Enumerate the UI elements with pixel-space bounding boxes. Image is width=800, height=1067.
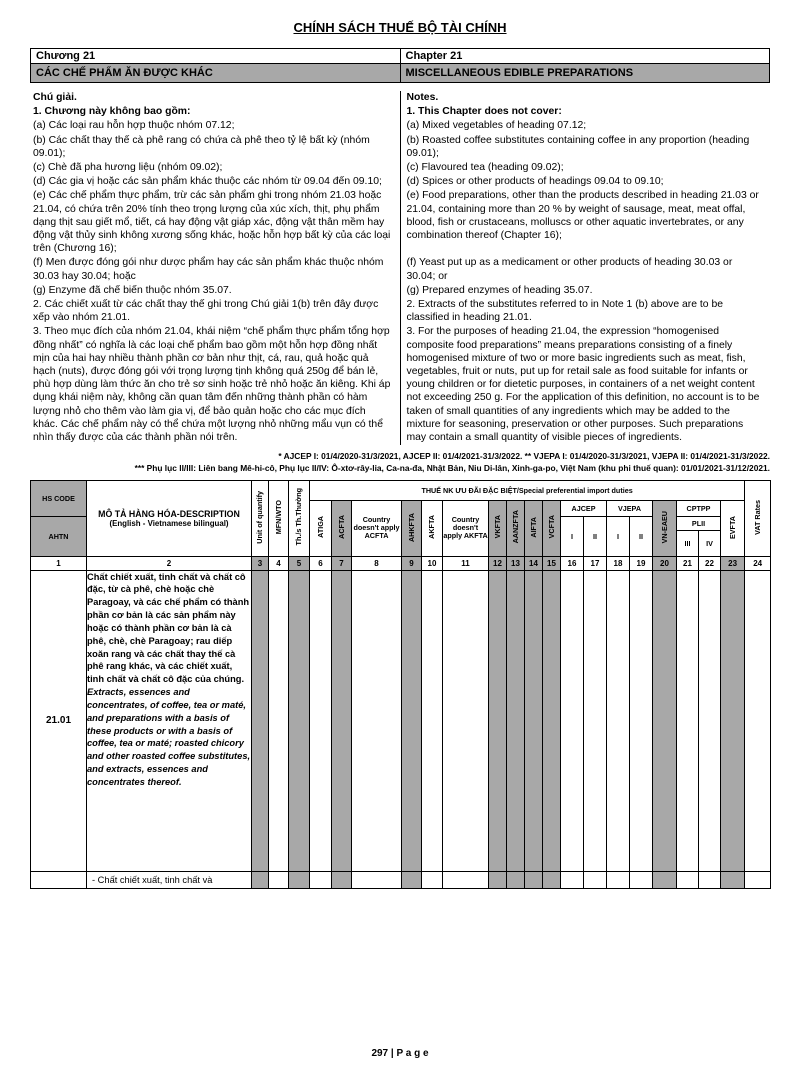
col-header-ahtn: AHTN — [31, 516, 87, 556]
vcfta-label: VCFTA — [546, 515, 556, 539]
col-number-11: 11 — [443, 556, 489, 570]
col-header-aanzfta — [507, 500, 525, 556]
tariff-cell-cptpp-3 — [677, 570, 699, 871]
footnote-ajcep-vjepa: * AJCEP I: 01/4/2020-31/3/2021, AJCEP II: 01/4/2021-31/3/2022. ** VJEPA I: 01/4/2020-31/3/2021, VJEPA II: 01/4/2021-31/3/2022. — [278, 451, 770, 462]
col-header-ordinary-rate — [289, 480, 310, 556]
col-header-vjepa: VJEPA — [607, 500, 653, 516]
tariff-cell-vn-eaeu — [653, 570, 677, 871]
col-number-18: 18 — [607, 556, 630, 570]
vn-eaeu-label: VN-EAEU — [659, 510, 669, 544]
tariff-cell-ajcep-2 — [584, 871, 607, 888]
footnotes — [30, 450, 770, 474]
note-1-intro-en: 1. This Chapter does not cover: — [406, 106, 562, 118]
col-header-vat-rates — [745, 480, 771, 556]
description-header-subtitle: (English - Vietnamese bilingual) — [109, 518, 229, 528]
tariff-cell-vat — [745, 871, 771, 888]
tariff-cell-vcfta — [543, 871, 561, 888]
page-title: CHÍNH SÁCH THUẾ BỘ TÀI CHÍNH — [293, 20, 507, 35]
col-header-vn-eaeu — [653, 500, 677, 556]
col-header-description — [87, 480, 252, 556]
note-1g-vi: (g) Enzyme đã chế biến thuộc nhóm 35.07. — [30, 284, 400, 298]
page-number-label: | P a g e — [390, 1048, 429, 1059]
note-row — [30, 284, 770, 298]
col-header-ajcep-period-1: I — [561, 516, 584, 556]
chapter-header-table — [30, 48, 770, 83]
note-1e-vi: (e) Các chế phẩm thực phẩm, trừ các sản phẩm ghi trong nhóm 21.03 hoặc 21.04, có chứa trên 20% tính theo trọng lượng của xúc xích, thịt, phụ phẩm dạng thịt sau giết mổ, tiết, cá hay động vật giáp xác, động vật thân mềm hay động vật thủy sinh không xương sống khác, hoặc hỗn hợp bất kỳ của các loại trên (Chương 16); — [30, 189, 400, 256]
col-number-5: 5 — [289, 556, 310, 570]
tariff-cell-atiga — [310, 871, 332, 888]
mfn-label: MFN/WTO — [273, 500, 283, 535]
note-row — [30, 119, 770, 133]
tariff-cell-evfta — [721, 570, 745, 871]
col-number-9: 9 — [402, 556, 422, 570]
chapter-number-en: Chapter 21 — [400, 49, 770, 64]
note-1d-vi: (d) Các gia vị hoặc các sản phẩm khác thuộc các nhóm từ 09.04 đến 09.10; — [30, 175, 400, 189]
note-1-intro-vi: 1. Chương này không bao gồm: — [30, 105, 400, 119]
tariff-cell-unit — [252, 570, 269, 871]
note-2-en: 2. Extracts of the substitutes referred to in Note 1 (b) above are to be classified in heading 21.01. — [406, 299, 724, 324]
note-1f-vi: (f) Men được đóng gói như dược phẩm hay các sản phẩm khác thuộc nhóm 30.03 hay 30.04; hoặc — [30, 256, 400, 283]
col-header-unit — [252, 480, 269, 556]
col-header-evfta — [721, 500, 745, 556]
col-header-akfta — [422, 500, 443, 556]
chapter-number-row — [31, 49, 770, 64]
tariff-cell-ahkfta — [402, 871, 422, 888]
note-1d-en: (d) Spices or other products of headings 09.04 to 09.10; — [406, 176, 664, 188]
col-header-vjepa-period-2: II — [630, 516, 653, 556]
col-number-7: 7 — [332, 556, 352, 570]
tariff-cell-aifta — [525, 570, 543, 871]
col-header-vjepa-period-1: I — [607, 516, 630, 556]
note-1c-vi: (c) Chè đã pha hương liệu (nhóm 09.02); — [30, 161, 400, 175]
tariff-header-row-1 — [31, 480, 771, 500]
tariff-cell-mfn — [269, 570, 289, 871]
tariff-cell-vcfta — [543, 570, 561, 871]
tariff-cell-vkfta — [489, 570, 507, 871]
tariff-cell-cptpp-3 — [677, 871, 699, 888]
atiga-label: ATIGA — [315, 516, 325, 539]
tariff-cell-ordinary — [289, 570, 310, 871]
col-header-vkfta — [489, 500, 507, 556]
note-2-vi: 2. Các chiết xuất từ các chất thay thế ghi trong Chú giải 1(b) trên đây được xếp vào nhóm 21.01. — [30, 298, 400, 325]
tariff-cell-vat — [745, 570, 771, 871]
col-header-vcfta — [543, 500, 561, 556]
tariff-cell-acfta — [332, 871, 352, 888]
tariff-cell-atiga — [310, 570, 332, 871]
description-cell — [87, 570, 252, 871]
tariff-cell-acfta-excluded — [352, 570, 402, 871]
description-header-title: MÔ TẢ HÀNG HÓA-DESCRIPTION — [98, 508, 240, 519]
col-header-atiga — [310, 500, 332, 556]
tariff-cell-vjepa-1 — [607, 871, 630, 888]
tariff-cell-aifta — [525, 871, 543, 888]
description-cell: - Chất chiết xuất, tinh chất và — [87, 871, 252, 888]
tariff-cell-vkfta — [489, 871, 507, 888]
col-number-6: 6 — [310, 556, 332, 570]
note-3-en: 3. For the purposes of heading 21.04, the expression “homogenised composite food preparations” means preparations consisting of a finely homogenised mixture of two or more basic ingredients such as meat, fish, vegetables, fruit or nuts, put up for retail sale as food suitable for infants or young children or for dietetic purposes, in containers of a net weight content not exceeding 250 g. For the application of this definition, no account is to be taken of small quantities of any ingredients which may be added to the mixture for seasoning, preservation or other purposes. Such preparations may contain a small quantity of visible pieces of ingredients. — [406, 326, 760, 444]
note-1g-en: (g) Prepared enzymes of heading 35.07. — [406, 284, 593, 296]
col-group-special-preferential: THUẾ NK ƯU ĐÃI ĐẶC BIỆT/Special preferential import duties — [310, 480, 745, 500]
hs-code-cell: 21.01 — [31, 570, 87, 871]
note-row — [30, 298, 770, 325]
col-number-19: 19 — [630, 556, 653, 570]
tariff-cell-ordinary — [289, 871, 310, 888]
col-number-23: 23 — [721, 556, 745, 570]
note-row — [30, 91, 770, 105]
col-number-14: 14 — [525, 556, 543, 570]
col-header-cptpp-plii: PLII — [677, 516, 721, 530]
evfta-label: EVFTA — [727, 515, 737, 539]
chapter-number-vi: Chương 21 — [31, 49, 401, 64]
tariff-row-2101 — [31, 570, 771, 871]
tariff-cell-vjepa-1 — [607, 570, 630, 871]
col-header-aifta — [525, 500, 543, 556]
note-1e-en: (e) Food preparations, other than the products described in heading 21.03 or 21.04, containing more than 20 % by weight of sausage, meat, meat offal, blood, fish or crustaceans, molluscs or other aquatic invertebrates, or any combination thereof (Chapter 16); — [406, 190, 759, 242]
col-number-16: 16 — [561, 556, 584, 570]
hs-code-cell — [31, 871, 87, 888]
description-vi: Chất chiết xuất, tinh chất và chất cô đặc, từ cà phê, chè hoặc chè Paragoay, và các chế phẩm có thành phần cơ bản là các sản phẩm này hoặc có thành phần cơ bản là cà phê, chè, chè Paragoay; rau diếp xoăn rang và các chất thay thế cà phê rang khác, và các chiết xuất, tinh chất và chất cô đặc của chúng. — [87, 571, 250, 685]
tariff-cell-ajcep-1 — [561, 871, 584, 888]
note-1c-en: (c) Flavoured tea (heading 09.02); — [406, 162, 564, 174]
note-heading-vi: Chú giải. — [30, 91, 400, 105]
note-row — [30, 256, 770, 283]
note-1f-en: (f) Yeast put up as a medicament or other products of heading 30.03 or 30.04; or — [406, 257, 733, 282]
tariff-cell-ahkfta — [402, 570, 422, 871]
tariff-cell-aanzfta — [507, 871, 525, 888]
aanzfta-label: AANZFTA — [510, 510, 520, 544]
col-header-acfta — [332, 500, 352, 556]
acfta-label: ACFTA — [336, 515, 346, 540]
chapter-title-vi: CÁC CHẾ PHẨM ĂN ĐƯỢC KHÁC — [31, 64, 401, 83]
ahkfta-label: AHKFTA — [406, 512, 416, 542]
col-number-13: 13 — [507, 556, 525, 570]
unit-label: Unit of quantify — [255, 490, 265, 544]
tariff-cell-aanzfta — [507, 570, 525, 871]
note-1b-en: (b) Roasted coffee substitutes containing coffee in any proportion (heading 09.01); — [406, 134, 750, 159]
col-header-ahkfta — [402, 500, 422, 556]
tariff-cell-ajcep-1 — [561, 570, 584, 871]
tariff-cell-vn-eaeu — [653, 871, 677, 888]
col-number-21: 21 — [677, 556, 699, 570]
col-header-ajcep-period-2: II — [584, 516, 607, 556]
akfta-label: AKFTA — [427, 515, 437, 540]
ordinary-rate-label: Th./s Th.Thường — [294, 488, 304, 546]
note-row — [30, 161, 770, 175]
col-header-hs-code: HS CODE — [31, 480, 87, 516]
tariff-cell-cptpp-4 — [699, 570, 721, 871]
tariff-cell-ajcep-2 — [584, 570, 607, 871]
tariff-cell-akfta — [422, 570, 443, 871]
note-1b-vi: (b) Các chất thay thế cà phê rang có chứa cà phê theo tỷ lệ bất kỳ (nhóm 09.01); — [30, 134, 400, 161]
tariff-cell-vjepa-2 — [630, 570, 653, 871]
aifta-label: AIFTA — [528, 516, 538, 538]
col-header-cptpp-annex-4: IV — [699, 530, 721, 556]
tariff-cell-akfta-excluded — [443, 871, 489, 888]
note-row — [30, 175, 770, 189]
note-3-vi: 3. Theo mục đích của nhóm 21.04, khái niệm “chế phẩm thực phẩm tổng hợp đồng nhất” có nghĩa là các loại chế phẩm bao gồm một hỗn hợp đồng nhất mịn của hai hay nhiều thành phần cơ bản như thịt, cá, rau, quả hoặc quả hạch (nuts), được đóng gói với trọng lượng tịnh không quá 250g để bán lẻ, phù hợp dùng làm thức ăn cho trẻ sơ sinh hoặc trẻ nhỏ hoặc ăn kiêng. Khi áp dụng khái niệm này, không cần quan tâm đến những thành phần có hàm lượng nhỏ cho thêm vào làm gia vị, để bảo quản hoặc cho các mục đích khác. Các chế phẩm này có thể chứa một lượng nhỏ những mẩu vụn có thể nhìn thấy được của các thành phần nói trên. — [30, 325, 400, 445]
col-number-1: 1 — [31, 556, 87, 570]
col-number-10: 10 — [422, 556, 443, 570]
tariff-cell-acfta — [332, 570, 352, 871]
tariff-cell-cptpp-4 — [699, 871, 721, 888]
col-header-cptpp-annex-3: III — [677, 530, 699, 556]
page-number: 297 — [371, 1048, 389, 1059]
col-number-2: 2 — [87, 556, 252, 570]
tariff-cell-unit — [252, 871, 269, 888]
note-row — [30, 134, 770, 161]
note-1a-en: (a) Mixed vegetables of heading 07.12; — [406, 120, 587, 132]
note-1a-vi: (a) Các loại rau hỗn hợp thuộc nhóm 07.12; — [30, 119, 400, 133]
tariff-column-number-row — [31, 556, 771, 570]
note-row — [30, 325, 770, 445]
page-footer — [0, 1048, 800, 1059]
tariff-cell-vjepa-2 — [630, 871, 653, 888]
col-header-akfta-excluded: Country doesn't apply AKFTA — [443, 500, 489, 556]
vkfta-label: VKFTA — [492, 515, 502, 539]
tariff-cell-acfta-excluded — [352, 871, 402, 888]
col-number-24: 24 — [745, 556, 771, 570]
chapter-title-en: MISCELLANEOUS EDIBLE PREPARATIONS — [400, 64, 770, 83]
col-number-15: 15 — [543, 556, 561, 570]
col-number-3: 3 — [252, 556, 269, 570]
tariff-table — [30, 480, 771, 889]
note-heading-en: Notes. — [406, 92, 439, 103]
tariff-cell-akfta-excluded — [443, 570, 489, 871]
footnote-cptpp-annex: *** Phụ lục II/III: Liên bang Mê-hi-cô, Phụ lục II/IV: Ô-xtơ-rây-lia, Ca-na-đa, Nhật Bản, Niu Di-lân, Xinh-ga-po, Việt Nam (khu phi thuế quan): 01/01/2021-31/12/2021. — [134, 463, 770, 474]
tariff-subrow-partial — [31, 871, 771, 888]
tariff-cell-evfta — [721, 871, 745, 888]
note-row — [30, 105, 770, 119]
col-number-8: 8 — [352, 556, 402, 570]
note-row — [30, 189, 770, 256]
col-number-17: 17 — [584, 556, 607, 570]
col-number-20: 20 — [653, 556, 677, 570]
col-header-cptpp: CPTPP — [677, 500, 721, 516]
col-number-22: 22 — [699, 556, 721, 570]
description-text — [87, 571, 251, 871]
chapter-notes — [30, 91, 770, 445]
col-number-12: 12 — [489, 556, 507, 570]
vat-label: VAT Rates — [753, 499, 763, 535]
col-header-acfta-excluded: Country doesn't apply ACFTA — [352, 500, 402, 556]
col-header-mfn-wto — [269, 480, 289, 556]
description-en: Extracts, essences and concentrates, of coffee, tea or maté, and preparations with a basis of these products or with a basis of coffee, tea or maté; roasted chicory and other roasted coffee substitutes, and extracts, essences and concentrates thereof. — [87, 687, 251, 787]
col-header-ajcep: AJCEP — [561, 500, 607, 516]
col-number-4: 4 — [269, 556, 289, 570]
tariff-cell-akfta — [422, 871, 443, 888]
chapter-title-row — [31, 64, 770, 83]
tariff-cell-mfn — [269, 871, 289, 888]
